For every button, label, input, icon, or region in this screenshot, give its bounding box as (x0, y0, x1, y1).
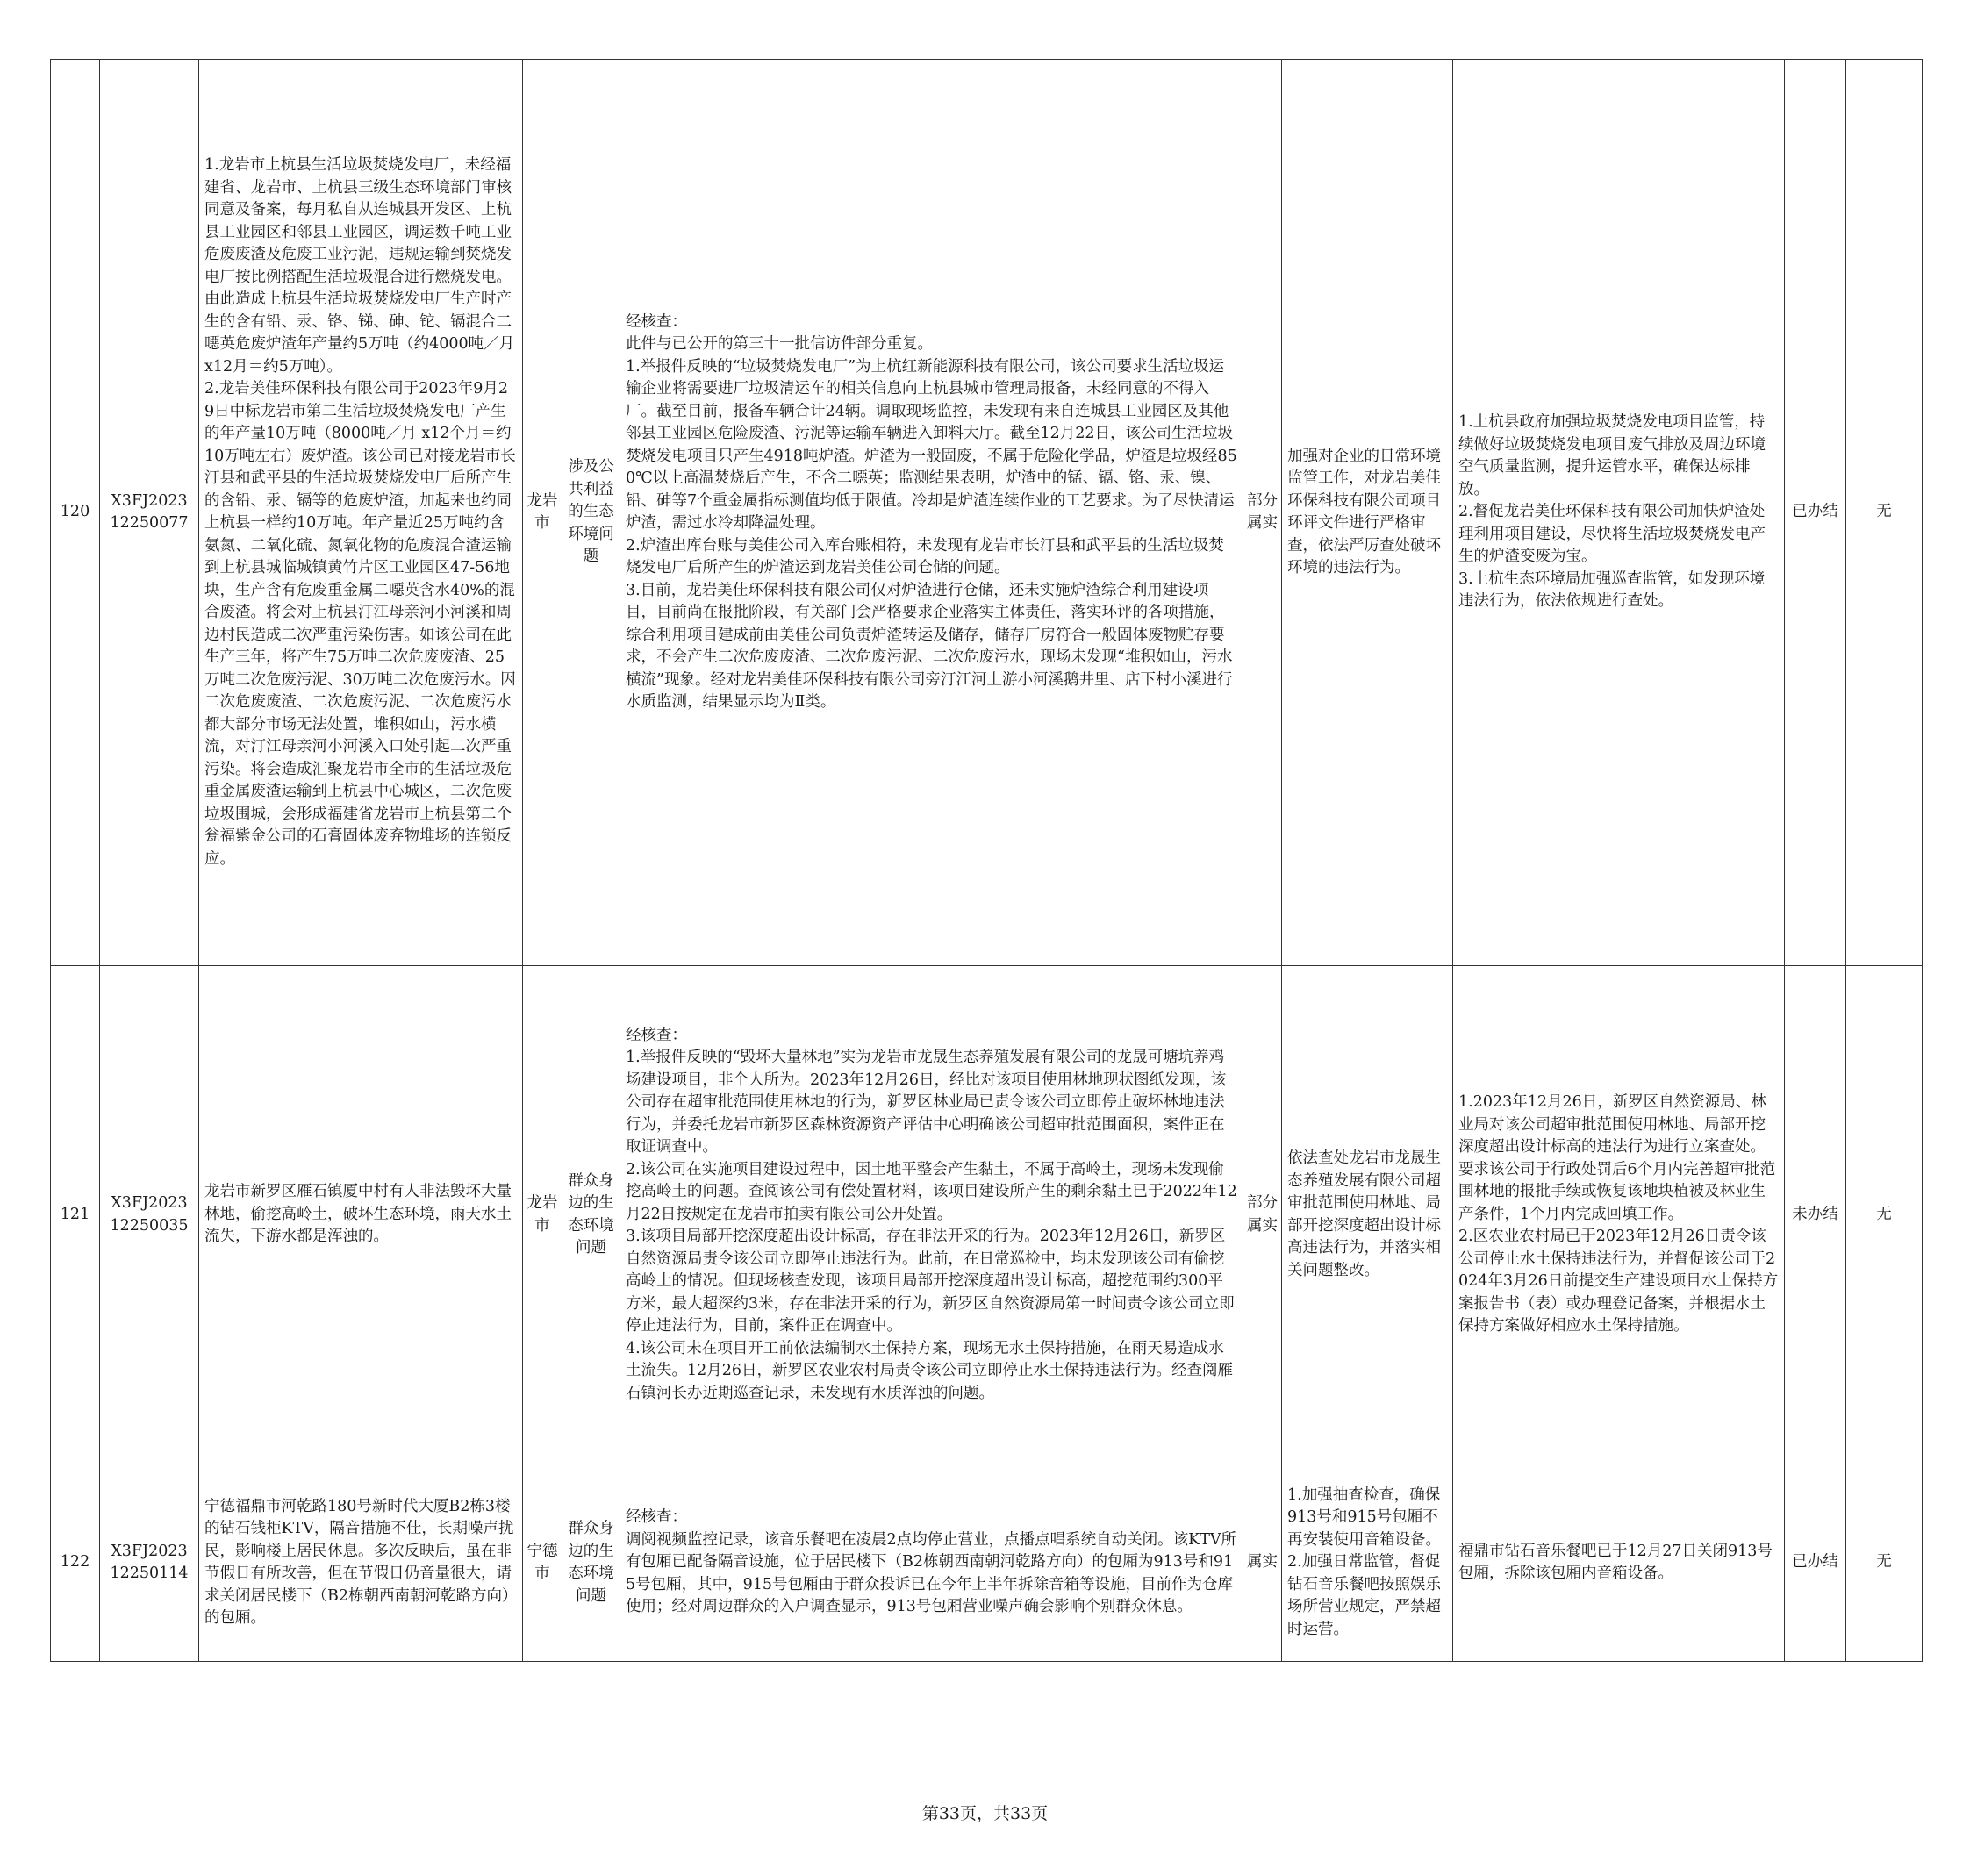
row-complaint: 龙岩市新罗区雁石镇厦中村有人非法毁坏大量林地，偷挖高岭土，破坏生态环境，雨天水土流失，下游水都是浑浊的。 (199, 966, 523, 1464)
row-city: 龙岩市 (523, 60, 562, 966)
row-verdict: 属实 (1243, 1464, 1282, 1662)
row-seq: 121 (51, 966, 100, 1464)
row-handling: 加强对企业的日常环境监管工作，对龙岩美佳环保科技有限公司项目环评文件进行严格审查，依法严厉查处破坏环境的违法行为。 (1282, 60, 1453, 966)
row-rectification: 1.2023年12月26日，新罗区自然资源局、林业局对该公司超审批范围使用林地、局部开挖深度超出设计标高的违法行为进行立案查处。要求该公司于行政处罚后6个月内完善超审批范围林地的报批手续或恢复该地块植被及林业生产条件，1个月内完成回填工作。 2.区农业农村局已于2023年12月26日责令该公司停止水土保持违法行为，并督促该公司于2024年3月26日前提交生产建设项目水土保持方案报告书（表）或办理登记备案，并根据水土保持方案做好相应水土保持措施。 (1453, 966, 1785, 1464)
row-category: 涉及公共利益的生态环境问题 (562, 60, 620, 966)
row-case-id: X3FJ2023 12250114 (100, 1464, 199, 1662)
row-status: 未办结 (1785, 966, 1846, 1464)
row-verification: 经核查： 1.举报件反映的“毁坏大量林地”实为龙岩市龙晟生态养殖发展有限公司的龙晟可塘坑养鸡场建设项目，非个人所为。2023年12月26日，经比对该项目使用林地现状图纸发现，该公司存在超审批范围使用林地的行为，新罗区林业局已责令该公司立即停止破坏林地违法行为，并委托龙岩市新罗区森林资源资产评估中心明确该公司超审批范围面积，案件正在取证调查中。 2.该公司在实施项目建设过程中，因土地平整会产生黏土，不属于高岭土，现场未发现偷挖高岭土的问题。查阅该公司有偿处置材料，该项目建设所产生的剩余黏土已于2022年12月22日按规定在龙岩市拍卖有限公司公开处置。 3.该项目局部开挖深度超出设计标高，存在非法开采的行为。2023年12月26日，新罗区自然资源局责令该公司立即停止违法行为。此前，在日常巡检中，均未发现该公司有偷挖高岭土的情况。但现场核查发现，该项目局部开挖深度超出设计标高，超挖范围约300平方米，最大超深约3米，存在非法开采的行为，新罗区自然资源局第一时间责令该公司立即停止违法行为，目前，案件正在调查中。 4.该公司未在项目开工前依法编制水土保持方案，现场无水土保持措施，在雨天易造成水土流失。12月26日，新罗区农业农村局责令该公司立即停止水土保持违法行为。经查阅雁石镇河长办近期巡查记录，未发现有水质浑浊的问题。 (620, 966, 1243, 1464)
row-accountability: 无 (1846, 60, 1923, 966)
case-table (50, 59, 1923, 1662)
row-case-id: X3FJ2023 12250077 (100, 60, 199, 966)
row-handling: 依法查处龙岩市龙晟生态养殖发展有限公司超审批范围使用林地、局部开挖深度超出设计标高违法行为，并落实相关问题整改。 (1282, 966, 1453, 1464)
row-verification: 经核查： 此件与已公开的第三十一批信访件部分重复。 1.举报件反映的“垃圾焚烧发电厂”为上杭红新能源科技有限公司，该公司要求生活垃圾运输企业将需要进厂垃圾清运车的相关信息向上杭县城市管理局报备，未经同意的不得入厂。截至目前，报备车辆合计24辆。调取现场监控，未发现有来自连城县工业园区及其他邻县工业园区危险废渣、污泥等运输车辆进入卸料大厅。截至12月22日，该公司生活垃圾焚烧发电项目只产生4918吨炉渣。炉渣为一般固废，不属于危险化学品，炉渣是垃圾经850℃以上高温焚烧后产生，不含二噁英；监测结果表明，炉渣中的锰、镉、铬、汞、镍、铅、砷等7个重金属指标测值均低于限值。冷却是炉渣连续作业的工艺要求。为了尽快清运炉渣，需过水冷却降温处理。 2.炉渣出库台账与美佳公司入库台账相符，未发现有龙岩市长汀县和武平县的生活垃圾焚烧发电厂后所产生的炉渣运到龙岩美佳公司仓储的问题。 3.目前，龙岩美佳环保科技有限公司仅对炉渣进行仓储，还未实施炉渣综合利用建设项目，目前尚在报批阶段，有关部门会严格要求企业落实主体责任，落实环评的各项措施，综合利用项目建成前由美佳公司负责炉渣转运及储存，储存厂房符合一般固体废物贮存要求，不会产生二次危废废渣、二次危废污泥、二次危废污水，现场未发现“堆积如山，污水横流”现象。经对龙岩美佳环保科技有限公司旁汀江河上游小河溪鹅井里、店下村小溪进行水质监测，结果显示均为Ⅱ类。 (620, 60, 1243, 966)
row-status: 已办结 (1785, 60, 1846, 966)
row-rectification: 福鼎市钻石音乐餐吧已于12月27日关闭913号包厢，拆除该包厢内音箱设备。 (1453, 1464, 1785, 1662)
row-status: 已办结 (1785, 1464, 1846, 1662)
row-handling: 1.加强抽查检查，确保913号和915号包厢不再安装使用音箱设备。 2.加强日常监管，督促钻石音乐餐吧按照娱乐场所营业规定，严禁超时运营。 (1282, 1464, 1453, 1662)
table-row (51, 966, 1923, 1464)
table-row (51, 1464, 1923, 1662)
row-category: 群众身边的生态环境问题 (562, 1464, 620, 1662)
row-seq: 122 (51, 1464, 100, 1662)
row-rectification: 1.上杭县政府加强垃圾焚烧发电项目监管，持续做好垃圾焚烧发电项目废气排放及周边环境空气质量监测，提升运管水平，确保达标排放。 2.督促龙岩美佳环保科技有限公司加快炉渣处理利用项目建设，尽快将生活垃圾焚烧发电产生的炉渣变废为宝。 3.上杭生态环境局加强巡查监管，如发现环境违法行为，依法依规进行查处。 (1453, 60, 1785, 966)
row-complaint: 1.龙岩市上杭县生活垃圾焚烧发电厂，未经福建省、龙岩市、上杭县三级生态环境部门审核同意及备案，每月私自从连城县开发区、上杭县工业园区和邻县工业园区，调运数千吨工业危废废渣及危废工业污泥，违规运输到焚烧发电厂按比例搭配生活垃圾混合进行燃烧发电。由此造成上杭县生活垃圾焚烧发电厂生产时产生的含有铅、汞、铬、锑、砷、铊、镉混合二噁英危废炉渣年产量约5万吨（约4000吨／月 x12月＝约5万吨）。 2.龙岩美佳环保科技有限公司于2023年9月29日中标龙岩市第二生活垃圾焚烧发电厂产生的年产量10万吨（8000吨／月 x12个月＝约10万吨左右）废炉渣。该公司已对接龙岩市长汀县和武平县的生活垃圾焚烧发电厂后所产生的含铅、汞、镉等的危废炉渣，加起来也约同上杭县一样约10万吨。年产量近25万吨约含氨氮、二氧化硫、氮氧化物的危废混合渣运输到上杭县城临城镇黄竹片区工业园区47-56地块，生产含有危废重金属二噁英含水40%的混合废渣。将会对上杭县汀江母亲河小河溪和周边村民造成二次严重污染伤害。如该公司在此生产三年，将产生75万吨二次危废废渣、25万吨二次危废污泥、30万吨二次危废污水。因二次危废废渣、二次危废污泥、二次危废污水都大部分市场无法处置，堆积如山，污水横流，对汀江母亲河小河溪入口处引起二次严重污染。将会造成汇聚龙岩市全市的生活垃圾危重金属废渣运输到上杭县中心城区，二次危废垃圾围城，会形成福建省龙岩市上杭县第二个瓮福紫金公司的石膏固体废弃物堆场的连锁反应。 (199, 60, 523, 966)
row-city: 龙岩市 (523, 966, 562, 1464)
row-accountability: 无 (1846, 1464, 1923, 1662)
row-category: 群众身边的生态环境问题 (562, 966, 620, 1464)
row-verdict: 部分属实 (1243, 60, 1282, 966)
row-seq: 120 (51, 60, 100, 966)
row-complaint: 宁德福鼎市河乾路180号新时代大厦B2栋3楼的钻石钱柜KTV，隔音措施不佳，长期噪声扰民，影响楼上居民休息。多次反映后，虽在非节假日有所改善，但在节假日仍音量很大，请求关闭居民楼下（B2栋朝西南朝河乾路方向）的包厢。 (199, 1464, 523, 1662)
row-case-id: X3FJ2023 12250035 (100, 966, 199, 1464)
row-city: 宁德市 (523, 1464, 562, 1662)
row-accountability: 无 (1846, 966, 1923, 1464)
table-row (51, 60, 1923, 966)
row-verdict: 部分属实 (1243, 966, 1282, 1464)
page-number: 第33页，共33页 (921, 1804, 1049, 1823)
row-verification: 经核查： 调阅视频监控记录，该音乐餐吧在凌晨2点均停止营业，点播点唱系统自动关闭。该KTV所有包厢已配备隔音设施，位于居民楼下（B2栋朝西南朝河乾路方向）的包厢为913号和915号包厢，其中，915号包厢由于群众投诉已在今年上半年拆除音箱等设施，目前作为仓库使用；经对周边群众的入户调查显示，913号包厢营业噪声确会影响个别群众休息。 (620, 1464, 1243, 1662)
